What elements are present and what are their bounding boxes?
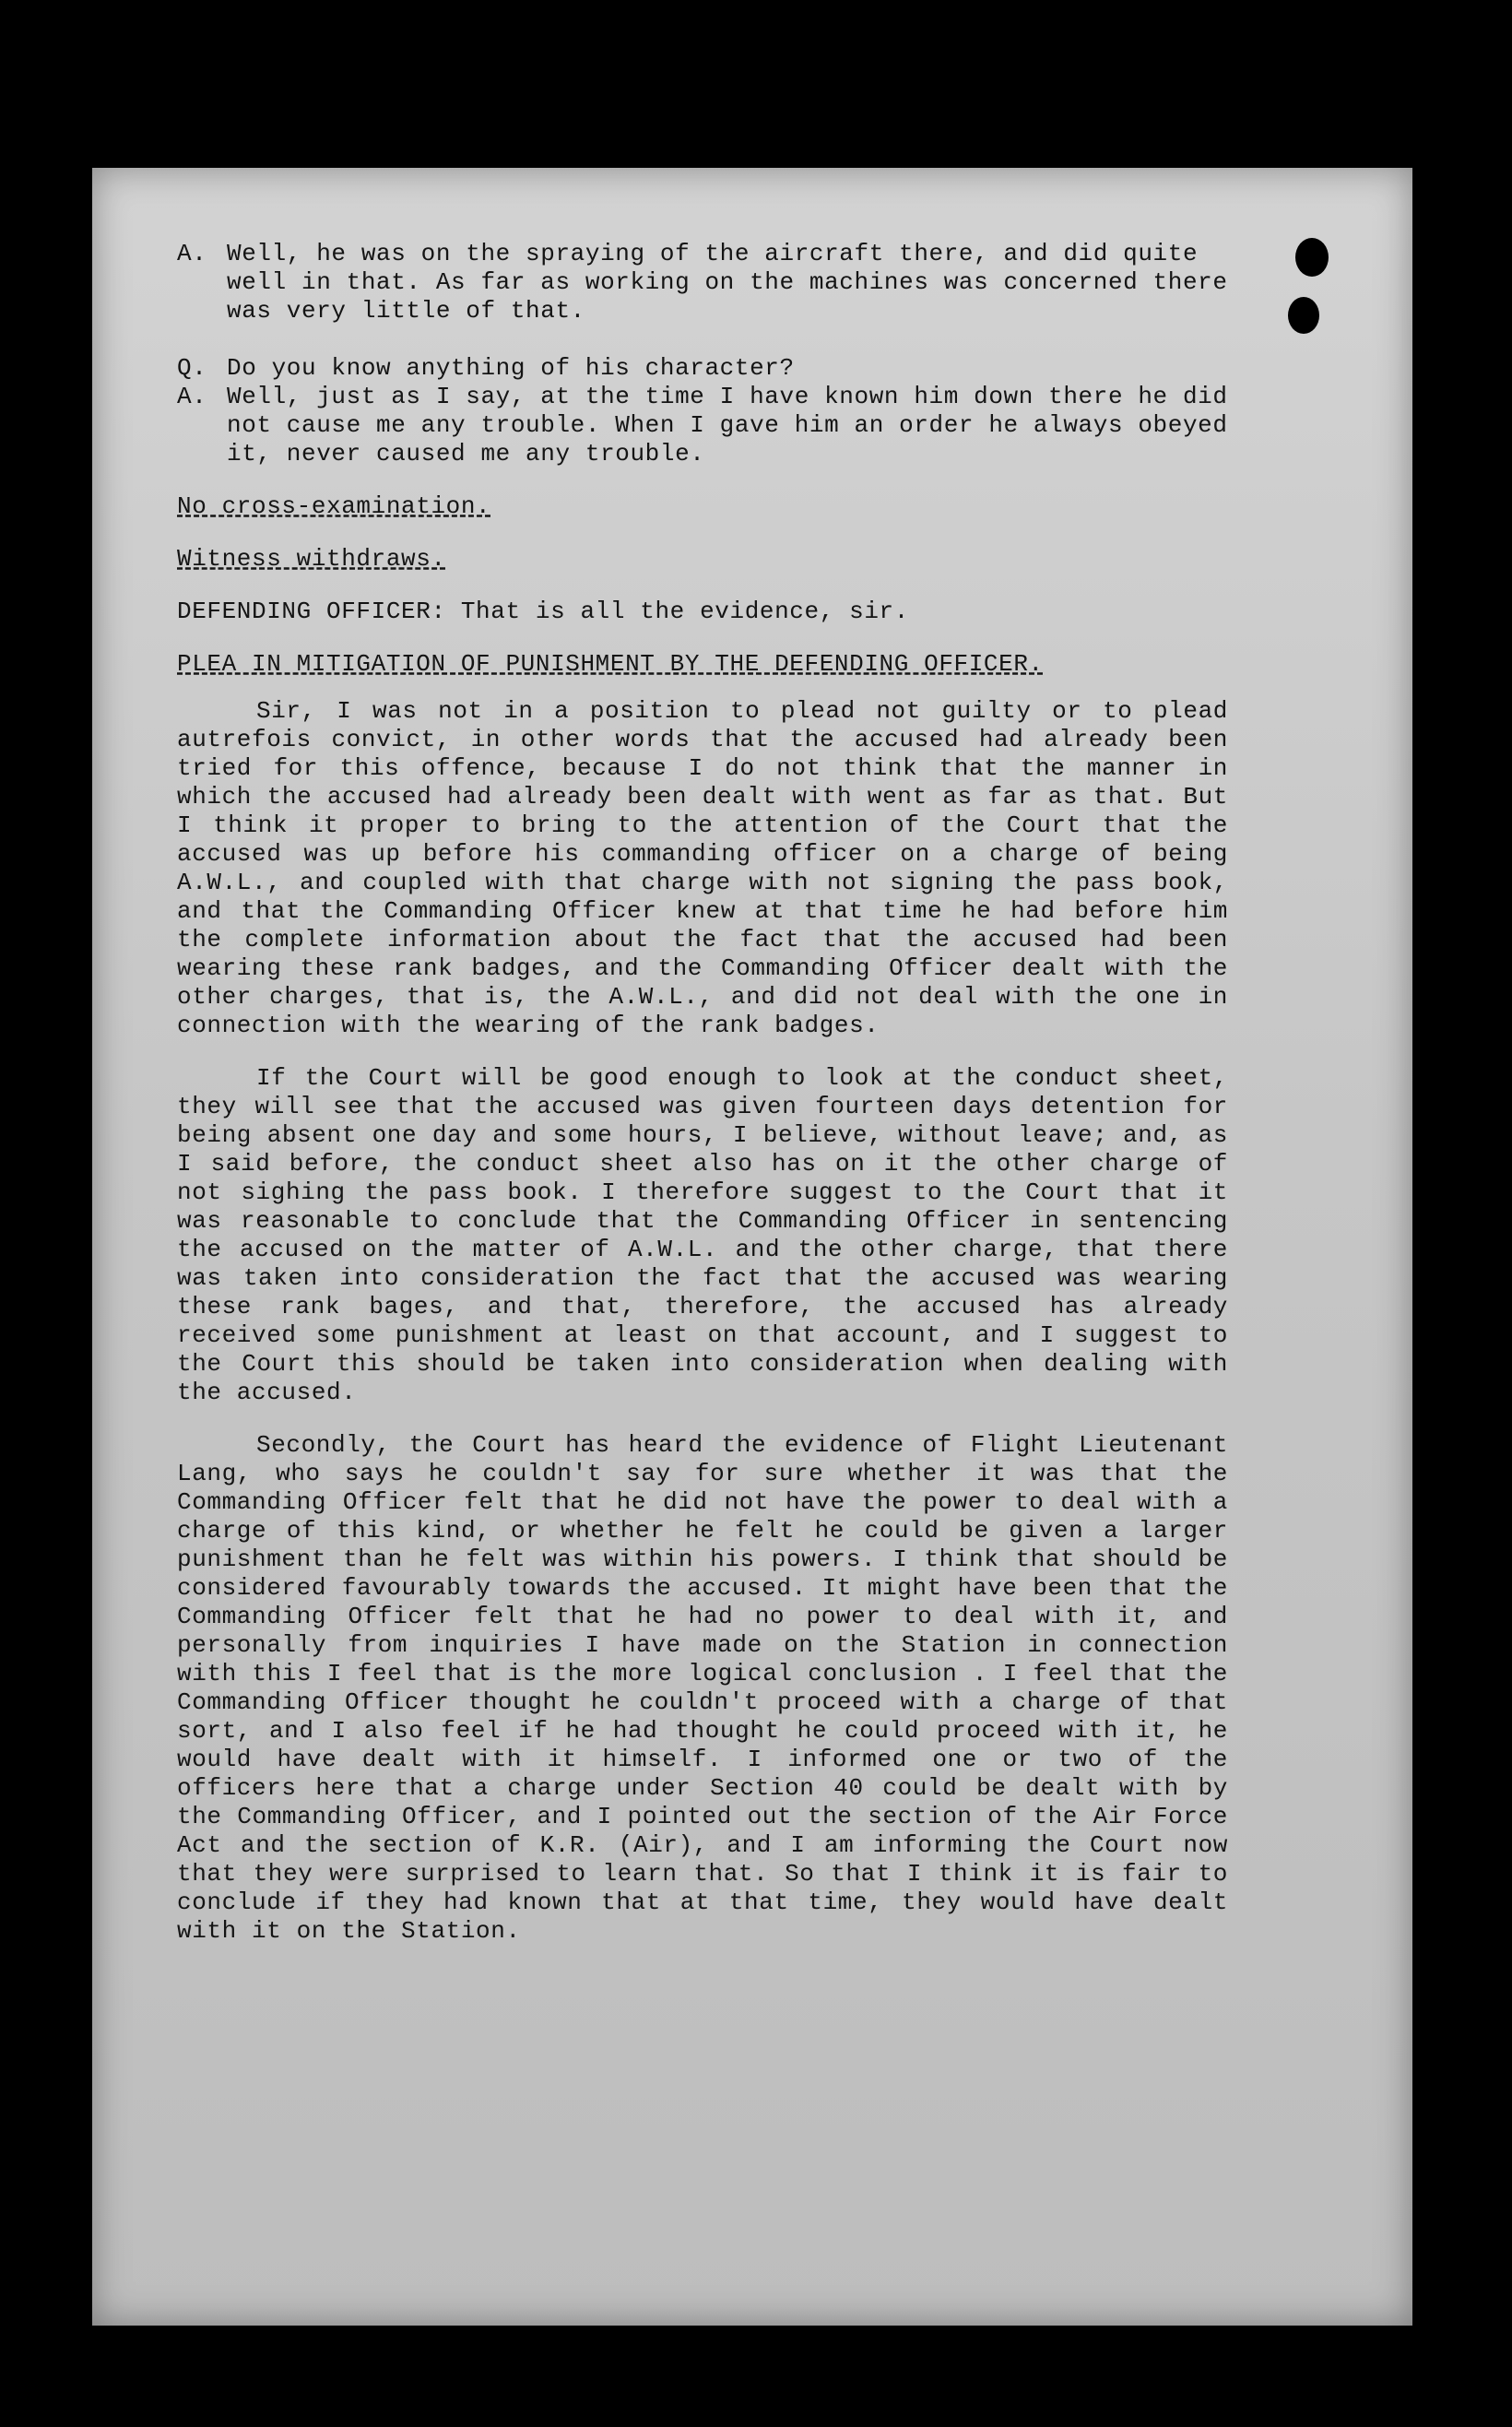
plea-paragraph: Secondly, the Court has heard the evidence of Flight Lieutenant Lang, who says he couldn't say for sure whether it was that the Commanding Officer felt that he did not have the power to deal with a charge of this kind, or whether he felt he could be given a larger punishment than he felt was within his powers. I think that should be considered favourably towards the accused. It might have been that the Commanding Officer felt that he had no power to deal with it, and personally from inquiries I have made on the Station in connection with this I feel that is the more logical conclusion . I feel that the Commanding Officer thought he couldn't proceed with a charge of that sort, and I also feel if he had thought he could proceed with it, he would have dealt with it himself. I informed one or two of the officers here that a charge under Section 40 could be dealt with by the Commanding Officer, and I pointed out the section of the Air Force Act and the section of K.R. (Air), and I am informing the Court now that they were surprised to learn that. So that I think it is fair to conclude if they had known that at that time, they would have dealt with it on the Station.: [177, 1431, 1228, 1945]
plea-heading: PLEA IN MITIGATION OF PUNISHMENT BY THE DEFENDING OFFICER.: [177, 650, 1044, 678]
witness-withdraws-note: Witness withdraws.: [177, 545, 446, 573]
punch-hole-icon: [1288, 297, 1319, 334]
question-block: [177, 354, 1228, 383]
qa-text: Well, he was on the spraying of the aircraft there, and did quite well in that. As far as working on the machines was concerned there was very little of that.: [227, 240, 1228, 325]
qa-marker: Q.: [177, 354, 207, 382]
qa-marker: A.: [177, 383, 207, 410]
answer-block: [177, 240, 1228, 326]
qa-text: Do you know anything of his character?: [227, 354, 795, 382]
no-cross-examination-note: No cross-examination.: [177, 492, 491, 520]
plea-paragraph: If the Court will be good enough to look at the conduct sheet, they will see that the accused was given fourteen days detention for being absent one day and some hours, I believe, without leave; and, as I said before, the conduct sheet also has on it the other charge of not sighing the pass book. I therefore suggest to the Court that it was reasonable to conclude that the Commanding Officer in sentencing the accused on the matter of A.W.L. and the other charge, that there was taken into consideration the fact that the accused was wearing these rank bages, and that, therefore, the accused has already received some punishment at least on that account, and I suggest to the Court this should be taken into consideration when dealing with the accused.: [177, 1064, 1228, 1406]
plea-paragraph: Sir, I was not in a position to plead not guilty or to plead autrefois convict, in other words that the accused had already been tried for this offence, because I do not think that the manner in which the accused had already been dealt with went as far as that. But I think it proper to bring to the attention of the Court that the accused was up before his commanding officer on a charge of being A.W.L., and coupled with that charge with not signing the pass book, and that the Commanding Officer knew at that time he had before him the complete information about the fact that the accused had been wearing these rank badges, and the Commanding Officer dealt with the other charges, that is, the A.W.L., and did not deal with the one in connection with the wearing of the rank badges.: [177, 697, 1228, 1039]
defending-officer-statement: DEFENDING OFFICER: That is all the evidence, sir.: [177, 598, 909, 625]
punch-hole-icon: [1295, 238, 1329, 277]
qa-text: Well, just as I say, at the time I have known him down there he did not cause me any trouble. When I gave him an order he always obeyed it, never caused me any trouble.: [227, 383, 1228, 468]
document-body: [177, 240, 1228, 1946]
qa-marker: A.: [177, 240, 207, 267]
answer-block: [177, 383, 1228, 468]
